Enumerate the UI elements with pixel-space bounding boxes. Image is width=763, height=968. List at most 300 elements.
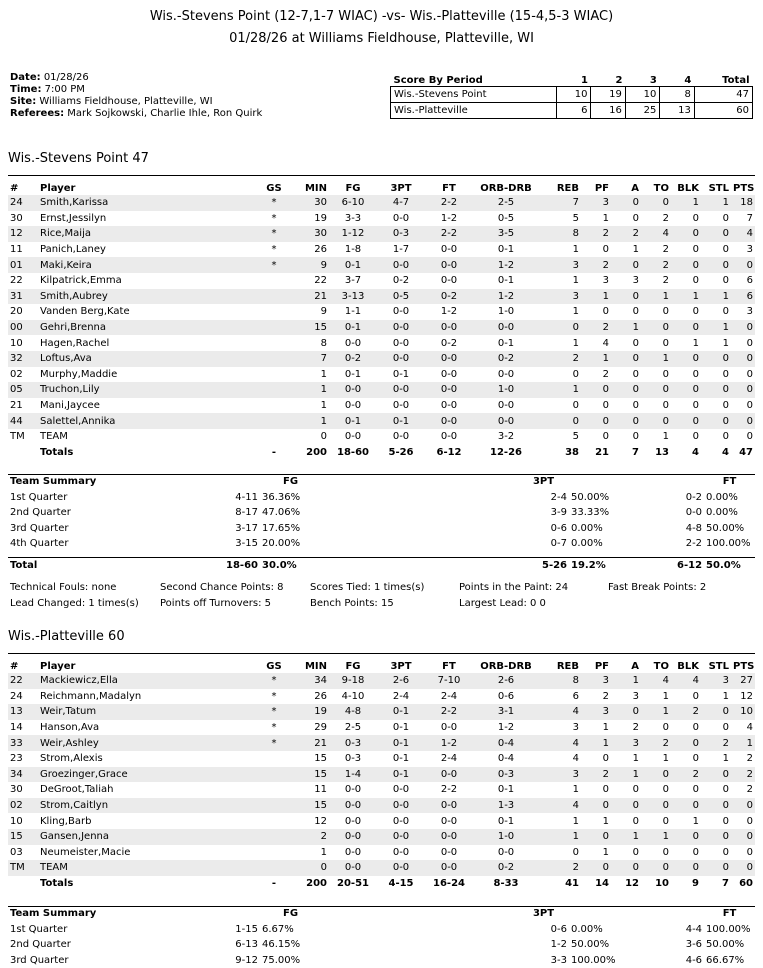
score-total: 47 <box>694 87 752 103</box>
player-pts: 0 <box>731 829 755 845</box>
player-pf: 0 <box>581 860 611 876</box>
player-min: 11 <box>314 784 327 796</box>
player-min: 9 <box>295 257 329 273</box>
time-value: 7:00 PM <box>44 84 85 95</box>
column-header-player: Player <box>40 660 76 672</box>
score-by-period-label: Score By Period <box>393 74 483 86</box>
player-tp: 0-0 <box>392 306 410 318</box>
player-blk: 1 <box>692 815 699 827</box>
summary-ft: 4-6 <box>685 954 703 966</box>
player-pts: 0 <box>731 860 755 876</box>
player-ft: 2-2 <box>440 784 458 796</box>
player-player: Smith,Aubrey <box>38 289 253 305</box>
player-min: 1 <box>295 413 329 429</box>
player-player: Neumeister,Macie <box>40 846 131 858</box>
summary-label: Total <box>10 559 38 571</box>
player-orb-drb: 0-0 <box>473 413 539 429</box>
player-stl: 0 <box>701 704 731 720</box>
totals-jersey <box>8 876 38 892</box>
player-ft: 0-0 <box>425 413 473 429</box>
player-fg: 0-0 <box>344 784 362 796</box>
summary-ft-pct: 100.00% <box>706 538 751 550</box>
player-pf: 0 <box>581 798 611 814</box>
totals-jersey <box>8 445 38 461</box>
summary-ft: 4-8 <box>685 522 703 534</box>
player-jersey: 15 <box>8 829 38 845</box>
player-orb-drb: 0-1 <box>497 337 515 349</box>
player-orb-drb: 1-2 <box>497 722 515 734</box>
column-header-tp: 3PT <box>390 660 412 672</box>
player-stl: 0 <box>722 784 729 796</box>
totals-gs: - <box>271 446 277 458</box>
player-player: Gansen,Jenna <box>38 829 253 845</box>
player-to: 4 <box>641 226 671 242</box>
player-gs <box>253 382 295 398</box>
column-header-jersey: # <box>10 660 19 672</box>
player-jersey: 23 <box>10 753 23 765</box>
player-pf: 0 <box>602 753 609 765</box>
time-label: Time: <box>10 84 42 95</box>
player-a: 0 <box>611 382 641 398</box>
player-pts: 18 <box>731 195 755 211</box>
player-ft: 0-0 <box>440 368 458 380</box>
summary-3pt: 3-9 <box>550 507 568 519</box>
player-orb-drb: 1-0 <box>473 382 539 398</box>
player-a: 1 <box>611 829 641 845</box>
column-header-player: Player <box>40 182 76 194</box>
player-player: Gehri,Brenna <box>38 320 253 336</box>
summary-fg-pct: 17.65% <box>262 522 301 534</box>
player-gs <box>253 751 295 767</box>
player-row <box>8 767 755 783</box>
player-ft: 2-4 <box>440 690 458 702</box>
player-row <box>8 860 755 876</box>
player-player: Mani,Jaycee <box>40 400 100 412</box>
player-orb-drb: 0-1 <box>497 784 515 796</box>
player-jersey: 22 <box>8 673 38 689</box>
player-row <box>8 704 755 720</box>
player-min: 15 <box>295 767 329 783</box>
player-jersey: TM <box>8 860 38 876</box>
player-jersey: 44 <box>8 413 38 429</box>
player-blk: 0 <box>671 382 701 398</box>
summary-title: Team Summary <box>10 476 97 488</box>
total-header: Total <box>722 74 750 86</box>
player-row <box>8 673 755 689</box>
summary-fg-pct: 30.0% <box>262 559 297 571</box>
player-row <box>8 829 755 845</box>
totals-tp: 4-15 <box>388 878 414 890</box>
player-ft: 1-2 <box>440 212 458 224</box>
player-player: Strom,Caitlyn <box>38 798 253 814</box>
column-header-reb: REB <box>556 182 579 194</box>
player-stl: 1 <box>722 690 729 702</box>
player-ft: 2-2 <box>425 226 473 242</box>
referees-value: Mark Sojkowski, Charlie Ihle, Ron Quirk <box>67 108 263 119</box>
player-orb-drb: 0-0 <box>473 320 539 336</box>
player-ft: 0-0 <box>440 244 458 256</box>
player-row <box>8 304 755 320</box>
player-blk: 1 <box>671 289 701 305</box>
player-to: 1 <box>641 289 671 305</box>
totals-gs: - <box>271 878 277 890</box>
player-pf: 0 <box>581 413 611 429</box>
player-a: 1 <box>611 767 641 783</box>
date-label: Date: <box>10 72 41 83</box>
player-pf: 3 <box>602 275 609 287</box>
player-row <box>8 382 755 398</box>
player-a: 2 <box>632 722 639 734</box>
summary-fg-pct: 47.06% <box>262 507 301 519</box>
player-pf: 3 <box>581 673 611 689</box>
player-reb: 3 <box>539 767 581 783</box>
player-pf: 0 <box>602 784 609 796</box>
column-header-fg: FG <box>345 660 361 672</box>
player-gs: * <box>271 244 277 256</box>
player-pts: 0 <box>731 257 755 273</box>
player-player: Mackiewicz,Ella <box>38 673 253 689</box>
player-tp: 1-7 <box>392 244 410 256</box>
player-to: 0 <box>641 320 671 336</box>
player-jersey: 11 <box>10 244 23 256</box>
player-jersey: 10 <box>10 815 23 827</box>
score-period: 19 <box>591 87 625 103</box>
player-ft: 0-0 <box>425 798 473 814</box>
player-pts: 6 <box>746 275 753 287</box>
player-pts: 0 <box>746 368 753 380</box>
player-blk: 0 <box>671 860 701 876</box>
player-orb-drb: 1-3 <box>473 798 539 814</box>
player-jersey: 24 <box>8 195 38 211</box>
player-pf: 3 <box>581 704 611 720</box>
team2-box-score <box>8 659 755 891</box>
player-gs <box>253 289 295 305</box>
player-fg: 9-18 <box>329 673 377 689</box>
player-tp: 2-4 <box>392 690 410 702</box>
team1-box-score <box>8 181 755 460</box>
player-a: 0 <box>632 306 639 318</box>
column-header-pf: PF <box>594 182 609 194</box>
player-jersey: 05 <box>8 382 38 398</box>
player-reb: 7 <box>539 195 581 211</box>
player-min: 1 <box>320 846 327 858</box>
player-reb: 4 <box>539 735 581 751</box>
player-a: 0 <box>632 400 639 412</box>
player-orb-drb: 0-2 <box>473 860 539 876</box>
summary-ft-pct: 100.00% <box>706 923 751 935</box>
player-ft: 2-4 <box>440 753 458 765</box>
player-fg: 0-1 <box>344 368 362 380</box>
player-reb: 0 <box>539 413 581 429</box>
player-orb-drb: 0-5 <box>497 212 515 224</box>
score-team: Wis.-Stevens Point <box>391 87 557 103</box>
summary-fg-pct: 75.00% <box>262 954 301 966</box>
period-header: 3 <box>649 74 657 86</box>
player-min: 8 <box>320 337 327 349</box>
player-row <box>8 735 755 751</box>
summary-ft: 0-2 <box>685 491 703 503</box>
time-line <box>10 84 85 95</box>
player-a: 0 <box>632 784 639 796</box>
player-pf: 1 <box>602 846 609 858</box>
player-stl: 1 <box>701 195 731 211</box>
team1-title: Wis.-Stevens Point 47 <box>8 151 149 166</box>
player-stl: 0 <box>701 767 731 783</box>
player-tp: 0-1 <box>392 722 410 734</box>
player-min: 34 <box>295 673 329 689</box>
summary-row <box>8 536 755 552</box>
player-row <box>8 242 755 258</box>
score-period: 25 <box>625 103 659 119</box>
referees-label: Referees: <box>10 108 65 119</box>
summary-fg-pct: 36.36% <box>262 491 301 503</box>
player-fg: 3-7 <box>344 275 362 287</box>
column-header-jersey: # <box>10 182 19 194</box>
team2-divider <box>8 653 755 654</box>
player-player: Weir,Ashley <box>38 735 253 751</box>
points-in-paint: Points in the Paint: 24 <box>459 582 569 593</box>
period-header: 1 <box>580 74 588 86</box>
player-reb: 4 <box>539 798 581 814</box>
player-to: 1 <box>662 753 669 765</box>
summary-label: 2nd Quarter <box>10 939 71 951</box>
referees-line <box>10 108 262 119</box>
player-ft: 0-0 <box>440 275 458 287</box>
player-to: 2 <box>662 244 669 256</box>
summary-label: 2nd Quarter <box>10 507 71 519</box>
summary-label: 3rd Quarter <box>10 522 69 534</box>
player-player: Rice,Maija <box>38 226 253 242</box>
player-jersey: 30 <box>10 784 23 796</box>
player-tp: 0-0 <box>392 784 410 796</box>
player-to: 0 <box>641 798 671 814</box>
summary-header-row <box>8 474 755 490</box>
player-gs <box>253 845 295 861</box>
player-ft: 0-0 <box>425 382 473 398</box>
summary-row <box>8 521 755 537</box>
player-row <box>8 782 755 798</box>
player-tp: 0-2 <box>392 275 410 287</box>
player-stl: 0 <box>722 400 729 412</box>
totals-stl: 7 <box>722 878 729 890</box>
player-tp: 0-1 <box>377 704 425 720</box>
player-reb: 3 <box>539 257 581 273</box>
player-stl: 0 <box>722 244 729 256</box>
score-row <box>391 103 753 119</box>
player-tp: 0-0 <box>392 400 410 412</box>
player-reb: 1 <box>572 784 579 796</box>
summary-fg-pct: 20.00% <box>262 538 301 550</box>
player-gs <box>253 767 295 783</box>
player-pf: 1 <box>581 351 611 367</box>
player-tp: 0-0 <box>392 815 410 827</box>
site-label: Site: <box>10 96 37 107</box>
totals-tp: 5-26 <box>388 446 414 458</box>
player-min: 19 <box>295 704 329 720</box>
summary-ft-pct: 50.00% <box>706 522 745 534</box>
player-row <box>8 289 755 305</box>
player-player: Salettel,Annika <box>38 413 253 429</box>
player-blk: 0 <box>671 257 701 273</box>
player-reb: 1 <box>572 337 579 349</box>
player-stl: 3 <box>701 673 731 689</box>
summary-ft: 0-0 <box>685 507 703 519</box>
summary-fg: 3-15 <box>235 538 258 550</box>
summary-ft-header: FT <box>722 476 737 488</box>
summary-total-row <box>8 557 755 573</box>
summary-ft-pct: 50.0% <box>706 559 741 571</box>
player-stl: 1 <box>701 320 731 336</box>
player-tp: 0-1 <box>392 368 410 380</box>
player-gs: * <box>253 226 295 242</box>
player-pf: 2 <box>602 690 609 702</box>
player-blk: 0 <box>692 431 699 443</box>
player-fg: 0-0 <box>344 400 362 412</box>
player-min: 21 <box>295 289 329 305</box>
totals-pts: 60 <box>739 878 753 890</box>
summary-row <box>8 937 755 953</box>
player-jersey: 30 <box>10 212 23 224</box>
totals-blk: 9 <box>692 878 699 890</box>
player-pts: 0 <box>731 382 755 398</box>
player-reb: 1 <box>572 815 579 827</box>
player-jersey: 22 <box>10 275 23 287</box>
player-pts: 0 <box>746 400 753 412</box>
player-a: 0 <box>611 195 641 211</box>
player-min: 2 <box>295 829 329 845</box>
player-jersey: 02 <box>10 368 23 380</box>
player-fg: 1-8 <box>344 244 362 256</box>
player-row <box>8 798 755 814</box>
player-gs <box>253 860 295 876</box>
column-header-reb: REB <box>556 660 579 672</box>
player-a: 0 <box>611 289 641 305</box>
player-gs: * <box>253 673 295 689</box>
summary-row <box>8 505 755 521</box>
player-orb-drb: 0-4 <box>497 753 515 765</box>
player-row <box>8 751 755 767</box>
site-line <box>10 96 213 107</box>
player-pts: 7 <box>746 212 753 224</box>
player-orb-drb: 0-0 <box>497 368 515 380</box>
player-min: 1 <box>320 400 327 412</box>
player-to: 2 <box>662 275 669 287</box>
summary-ft-pct: 0.00% <box>706 491 738 503</box>
player-jersey: 10 <box>10 337 23 349</box>
player-fg: 0-0 <box>329 829 377 845</box>
player-gs <box>253 813 295 829</box>
player-min: 15 <box>295 798 329 814</box>
summary-3pt: 1-2 <box>550 939 568 951</box>
player-blk: 0 <box>692 400 699 412</box>
player-fg: 6-10 <box>329 195 377 211</box>
player-orb-drb: 0-3 <box>473 767 539 783</box>
player-reb: 6 <box>572 690 579 702</box>
player-pts: 27 <box>731 673 755 689</box>
summary-label: 4th Quarter <box>10 538 69 550</box>
player-to: 2 <box>641 735 671 751</box>
player-min: 1 <box>295 382 329 398</box>
player-row <box>8 273 755 289</box>
player-blk: 0 <box>692 722 699 734</box>
player-tp: 0-1 <box>392 753 410 765</box>
player-gs: * <box>253 735 295 751</box>
player-reb: 0 <box>539 320 581 336</box>
summary-title: Team Summary <box>10 908 97 920</box>
summary-3pt: 3-3 <box>550 954 568 966</box>
player-a: 0 <box>632 212 639 224</box>
player-pf: 0 <box>602 400 609 412</box>
player-stl: 0 <box>701 382 731 398</box>
totals-player: Totals <box>40 446 74 458</box>
player-reb: 4 <box>539 704 581 720</box>
score-period: 10 <box>557 87 591 103</box>
player-jersey: 31 <box>8 289 38 305</box>
player-min: 29 <box>314 722 327 734</box>
player-pts: 12 <box>740 690 753 702</box>
summary-3pt-pct: 0.00% <box>571 522 603 534</box>
player-blk: 2 <box>671 704 701 720</box>
summary-row <box>8 922 755 938</box>
player-pts: 0 <box>746 815 753 827</box>
player-row <box>8 398 755 414</box>
score-by-period-header <box>391 74 753 87</box>
player-to: 1 <box>641 829 671 845</box>
bench-points: Bench Points: 15 <box>310 598 394 609</box>
column-header-pf: PF <box>594 660 609 672</box>
player-player: Hanson,Ava <box>40 722 100 734</box>
player-jersey: 01 <box>8 257 38 273</box>
player-tp: 0-1 <box>377 413 425 429</box>
period-header: 2 <box>615 74 623 86</box>
player-stl: 1 <box>701 289 731 305</box>
player-fg: 0-0 <box>329 860 377 876</box>
player-blk: 0 <box>692 784 699 796</box>
column-header-ft: FT <box>442 660 456 672</box>
player-gs: * <box>253 257 295 273</box>
player-gs <box>253 320 295 336</box>
summary-fg-pct: 6.67% <box>262 923 294 935</box>
player-stl: 0 <box>722 431 729 443</box>
player-reb: 5 <box>572 431 579 443</box>
player-ft: 0-0 <box>440 815 458 827</box>
player-min: 21 <box>295 735 329 751</box>
player-gs: * <box>271 212 277 224</box>
player-gs: * <box>253 195 295 211</box>
player-player: TEAM <box>40 431 68 443</box>
player-row <box>8 320 755 336</box>
summary-header-row <box>8 906 755 922</box>
player-min: 26 <box>314 690 327 702</box>
column-header-orb-drb: ORB-DRB <box>480 182 532 194</box>
player-fg: 0-1 <box>329 257 377 273</box>
player-pts: 2 <box>746 784 753 796</box>
player-min: 30 <box>295 226 329 242</box>
player-to: 1 <box>641 704 671 720</box>
summary-ft: 2-2 <box>685 538 703 550</box>
player-jersey: 03 <box>10 846 23 858</box>
player-blk: 1 <box>671 195 701 211</box>
player-stl: 0 <box>701 798 731 814</box>
player-reb: 1 <box>572 244 579 256</box>
player-ft: 0-0 <box>425 257 473 273</box>
totals-a: 7 <box>632 446 639 458</box>
player-stl: 0 <box>701 257 731 273</box>
player-to: 0 <box>641 767 671 783</box>
player-blk: 0 <box>671 413 701 429</box>
player-blk: 0 <box>671 798 701 814</box>
player-reb: 0 <box>572 846 579 858</box>
